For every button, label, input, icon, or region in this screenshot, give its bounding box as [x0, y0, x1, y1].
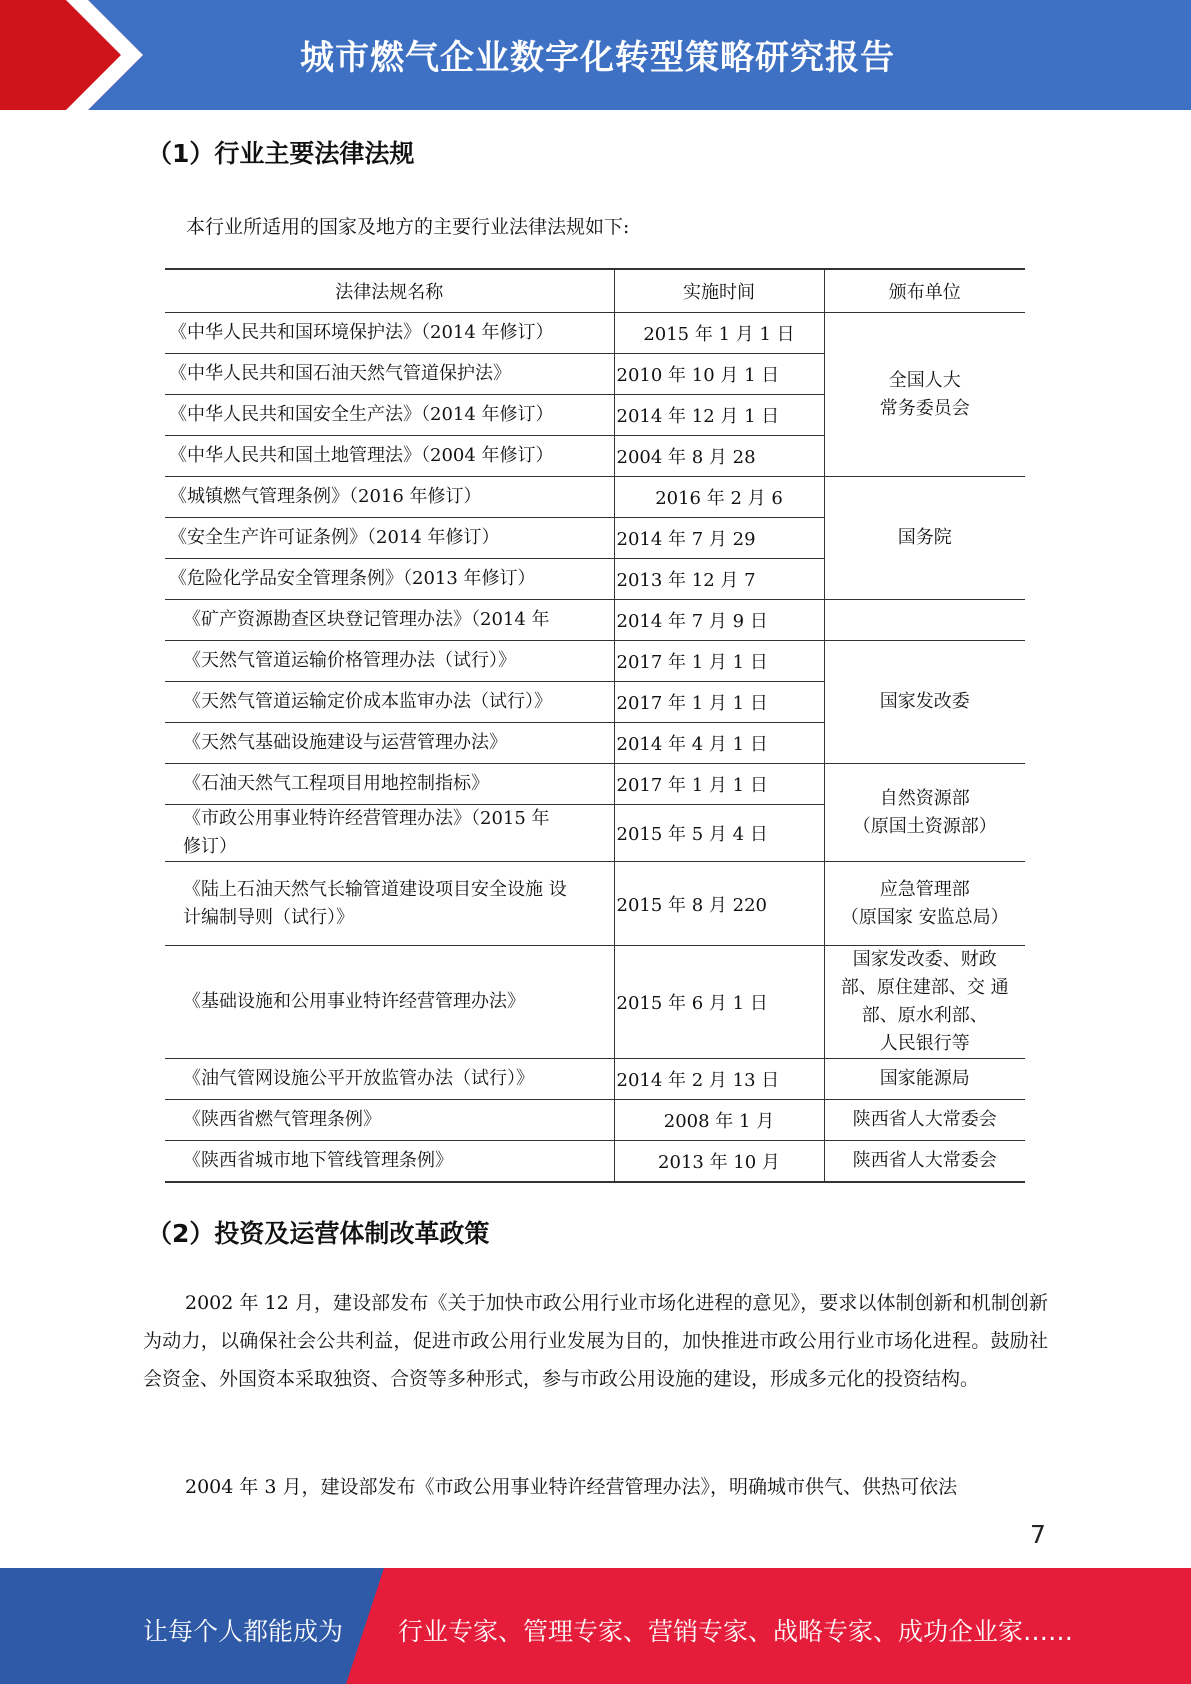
- law-name: 《陕西省城市地下管线管理条例》: [165, 1141, 614, 1183]
- law-date: 2008 年 1 月: [614, 1100, 824, 1141]
- footer-slogan-left: 让每个人都能成为: [143, 1617, 344, 1646]
- page-number: 7: [1030, 1520, 1046, 1549]
- header-law-name: 法律法规名称: [165, 269, 614, 313]
- table-row: [165, 1100, 1025, 1141]
- law-name: 《中华人民共和国环境保护法》（2014 年修订）: [165, 313, 614, 354]
- law-date: 2010 年 10 月 1 日: [614, 354, 824, 395]
- law-date: 2017 年 1 月 1 日: [614, 641, 824, 682]
- header-issuer: 颁布单位: [824, 269, 1025, 313]
- issuer-line: 全国人大: [888, 369, 961, 391]
- law-name: 《天然气管道运输价格管理办法（试行）》: [165, 641, 614, 682]
- law-name: 《安全生产许可证条例》（2014 年修订）: [165, 518, 614, 559]
- law-date: 2014 年 7 月 9 日: [614, 600, 824, 641]
- footer-slogan-right: 行业专家、管理专家、营销专家、战略专家、成功企业家……: [398, 1617, 1074, 1646]
- page-header: [0, 0, 1191, 110]
- law-name: 《中华人民共和国土地管理法》（2004 年修订）: [165, 436, 614, 477]
- law-name: 《天然气基础设施建设与运营管理办法》: [165, 723, 614, 764]
- issuer-mem: [824, 862, 1025, 946]
- law-date: 2014 年 7 月 29: [614, 518, 824, 559]
- report-title: 城市燃气企业数字化转型策略研究报告: [300, 38, 895, 78]
- section2-heading: （2）投资及运营体制改革政策: [147, 1219, 490, 1248]
- law-date: 2015 年 8 月 220: [614, 862, 824, 946]
- law-date: 2017 年 1 月 1 日: [614, 764, 824, 805]
- issuer-shaanxi: 陕西省人大常委会: [824, 1100, 1025, 1141]
- issuer-nea: 国家能源局: [824, 1059, 1025, 1100]
- law-name: 《天然气管道运输定价成本监审办法（试行）》: [165, 682, 614, 723]
- table-row: [165, 641, 1025, 682]
- issuer-mnr: [824, 764, 1025, 862]
- law-date: 2015 年 6 月 1 日: [614, 946, 824, 1059]
- law-name: 《危险化学品安全管理条例》（2013 年修订）: [165, 559, 614, 600]
- issuer-line: 自然资源部: [879, 787, 970, 809]
- law-name-line: 《市政公用事业特许经营管理办法》（2015 年: [183, 808, 550, 829]
- law-date: 2016 年 2 月 6: [614, 477, 824, 518]
- law-date: 2014 年 4 月 1 日: [614, 723, 824, 764]
- section2-paragraph: 2004 年 3 月，建设部发布《市政公用事业特许经营管理办法》，明确城市供气、供热可依法: [185, 1476, 958, 1498]
- section1-heading: （1）行业主要法律法规: [147, 139, 415, 168]
- law-name-line: 修订）: [183, 836, 237, 857]
- table-row: [165, 477, 1025, 518]
- table-row: [165, 313, 1025, 354]
- issuer-line: 国家发改委、财政: [852, 949, 997, 970]
- table-row: [165, 1059, 1025, 1100]
- issuer-line: （原国土资源部）: [852, 815, 997, 837]
- law-name: [165, 862, 614, 946]
- issuer-line: 应急管理部: [879, 878, 970, 900]
- law-date: 2015 年 1 月 1 日: [614, 313, 824, 354]
- table-row: [165, 1141, 1025, 1183]
- law-name: 《城镇燃气管理条例》（2016 年修订）: [165, 477, 614, 518]
- law-name: 《石油天然气工程项目用地控制指标》: [165, 764, 614, 805]
- issuer-line: 人民银行等: [879, 1033, 970, 1054]
- law-date: 2013 年 10 月: [614, 1141, 824, 1183]
- law-date: 2015 年 5 月 4 日: [614, 805, 824, 862]
- table-row: [165, 862, 1025, 946]
- section1-intro: 本行业所适用的国家及地方的主要行业法律法规如下:: [186, 216, 630, 238]
- issuer-npc: [824, 313, 1025, 477]
- law-name-line: 计编制导则（试行）》: [183, 906, 354, 928]
- table-header-row: [165, 269, 1025, 313]
- law-name: 《基础设施和公用事业特许经营管理办法》: [165, 946, 614, 1059]
- law-date: 2013 年 12 月 7: [614, 559, 824, 600]
- header-arrow-decoration: [0, 0, 150, 110]
- law-name: 《陕西省燃气管理条例》: [165, 1100, 614, 1141]
- law-name: 《中华人民共和国石油天然气管道保护法》: [165, 354, 614, 395]
- law-name: 《中华人民共和国安全生产法》（2014 年修订）: [165, 395, 614, 436]
- law-date: 2014 年 12 月 1 日: [614, 395, 824, 436]
- law-date: 2017 年 1 月 1 日: [614, 682, 824, 723]
- law-name: 《矿产资源勘查区块登记管理办法》（2014 年: [165, 600, 614, 641]
- issuer-line: （原国家 安监总局）: [840, 906, 1009, 928]
- issuer-ndrc: 国家发改委: [824, 641, 1025, 764]
- table-row: [165, 764, 1025, 805]
- issuer-shaanxi: 陕西省人大常委会: [824, 1141, 1025, 1183]
- law-name: 《油气管网设施公平开放监管办法（试行）》: [165, 1059, 614, 1100]
- law-date: 2014 年 2 月 13 日: [614, 1059, 824, 1100]
- table-row: [165, 600, 1025, 641]
- issuer-line: 常务委员会: [879, 397, 970, 419]
- issuer-multi: [824, 946, 1025, 1059]
- issuer-state-council: 国务院: [824, 477, 1025, 600]
- table-row: [165, 946, 1025, 1059]
- issuer-empty: [824, 600, 1025, 641]
- law-name-line: 《陆上石油天然气长输管道建设项目安全设施 设: [183, 878, 567, 900]
- law-name: [165, 805, 614, 862]
- issuer-line: 部、原水利部、: [861, 1005, 988, 1026]
- header-effective-date: 实施时间: [614, 269, 824, 313]
- law-date: 2004 年 8 月 28: [614, 436, 824, 477]
- section2-paragraph: 2002 年 12 月，建设部发布《关于加快市政公用行业市场化进程的意见》，要求以体制创新和机制创新为动力，以确保社会公共利益，促进市政公用行业发展为目的，加快推进市政公用行业市场化进程。鼓励社会资金、外国资本采取独资、合资等多种形式，参与市政公用设施的建设，形成多元化的投资结构。: [143, 1292, 1048, 1390]
- law-table: [165, 268, 1025, 1183]
- issuer-line: 部、原住建部、交 通: [840, 977, 1009, 998]
